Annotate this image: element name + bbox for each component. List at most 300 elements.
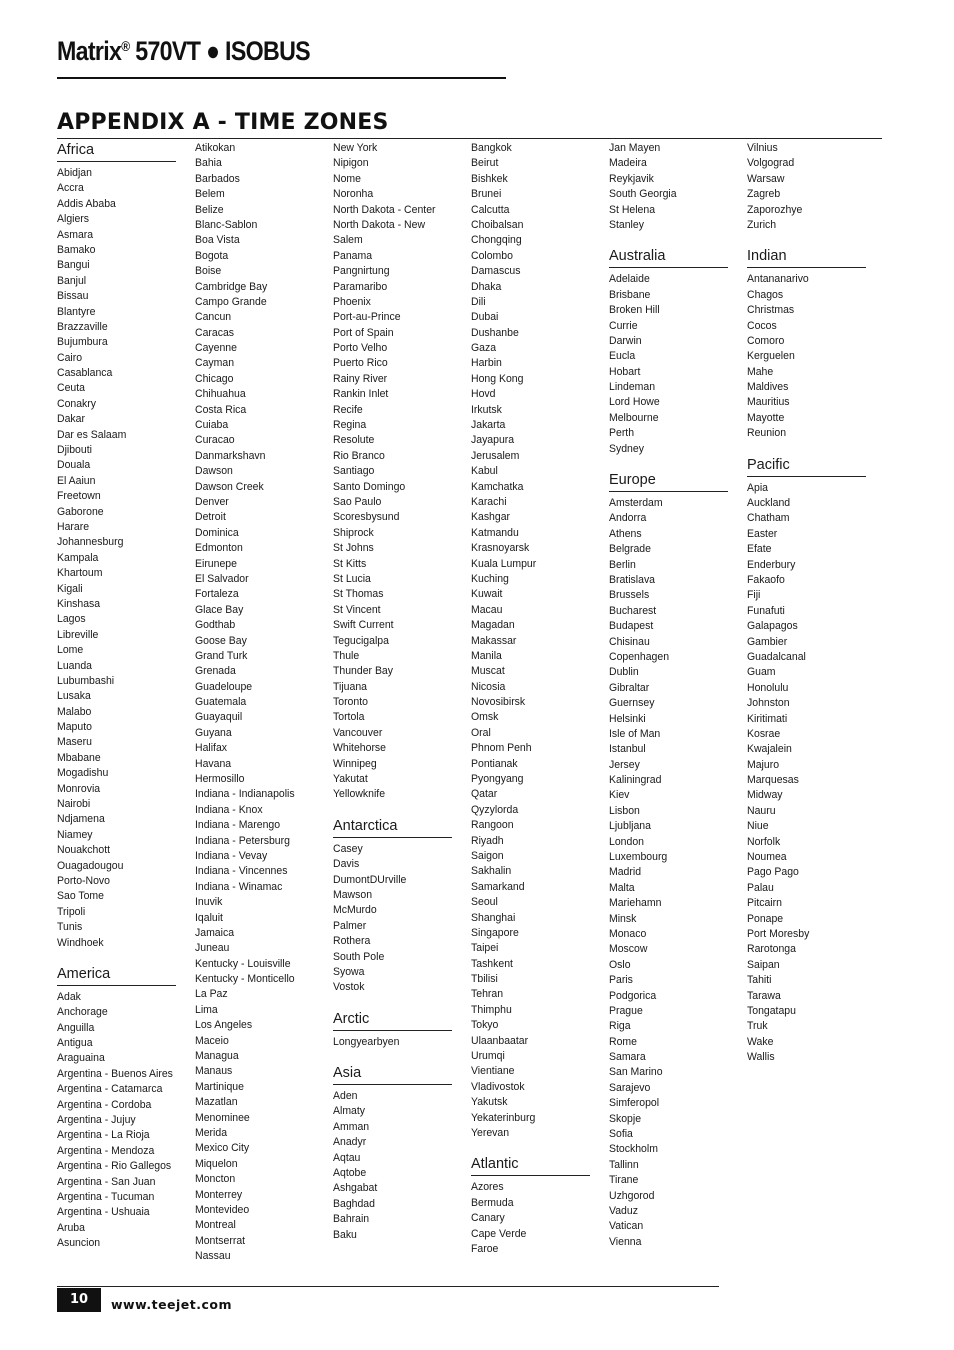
zone-item: Havana — [195, 757, 232, 770]
document-title — [57, 36, 310, 67]
zone-item: Eucla — [609, 350, 636, 363]
zone-item: Guyana — [195, 726, 232, 739]
zone-item: Jersey — [609, 758, 640, 771]
zone-item: Belgrade — [609, 543, 651, 556]
zone-item: Paramaribo — [333, 280, 388, 293]
zone-item: Fakaofo — [747, 573, 785, 586]
title-rule — [57, 77, 506, 79]
zone-item: Gibraltar — [609, 681, 650, 694]
zone-item: Simferopol — [609, 1097, 660, 1110]
page-number: 10 — [57, 1288, 101, 1312]
zone-item: Christmas — [747, 304, 795, 317]
zone-item: Port-au-Prince — [333, 311, 401, 324]
zone-item: Madrid — [609, 866, 642, 879]
zone-item: Freetown — [57, 490, 101, 503]
zone-item: Seoul — [471, 896, 498, 909]
zone-item: Campo Grande — [195, 295, 267, 308]
zone-item: Broken Hill — [609, 304, 660, 317]
zone-item: Skopje — [609, 1112, 642, 1125]
zone-column — [471, 141, 596, 1257]
zone-item: Casablanca — [57, 367, 113, 380]
zone-item: Dominica — [195, 526, 239, 539]
zone-item: Jakarta — [471, 419, 506, 432]
zone-column — [333, 141, 458, 1243]
zone-item: Palau — [747, 881, 774, 894]
zone-item: Pyongyang — [471, 773, 524, 786]
zone-item: Indiana - Knox — [195, 803, 263, 816]
zone-item: South Georgia — [609, 188, 677, 201]
zone-item: Port Moresby — [747, 927, 810, 940]
zone-item: Indiana - Vevay — [195, 849, 268, 862]
zone-item: Rarotonga — [747, 943, 796, 956]
zone-item: Sao Tome — [57, 890, 105, 903]
zone-item: Tripoli — [57, 905, 86, 918]
region-heading: Indian — [747, 247, 866, 268]
zone-item: Yerevan — [471, 1127, 510, 1139]
zone-item: Kabul — [471, 465, 498, 478]
zone-item: Podgorica — [609, 989, 657, 1002]
zone-item: Indiana - Winamac — [195, 880, 283, 893]
zone-item: Reykjavik — [609, 172, 654, 185]
model-name: 570VT ● ISOBUS — [135, 36, 310, 66]
zone-item: Sakhalin — [471, 865, 512, 878]
footer-rule — [57, 1286, 719, 1287]
zone-item: Hovd — [471, 388, 496, 401]
zone-item: Katmandu — [471, 526, 519, 539]
zone-item: Brunei — [471, 188, 502, 201]
zone-item: Makassar — [471, 634, 517, 647]
zone-item: Malta — [609, 881, 635, 894]
zone-item: Qyzylorda — [471, 803, 519, 816]
zone-list — [471, 141, 596, 1141]
zone-item: Vaduz — [609, 1205, 638, 1217]
zone-item: Edmonton — [195, 542, 243, 555]
zone-item: Blanc-Sablon — [195, 218, 258, 231]
zone-item: Kamchatka — [471, 480, 524, 493]
zone-item: Tashkent — [471, 957, 513, 970]
zone-item: Thunder Bay — [333, 665, 394, 678]
zone-item: Bujumbura — [57, 336, 108, 349]
zone-item: Copenhagen — [609, 650, 670, 663]
zone-item: North Dakota - New — [333, 218, 426, 231]
zone-item: Berlin — [609, 558, 636, 571]
zone-item: Niamey — [57, 828, 93, 841]
zone-item: Moscow — [609, 943, 648, 956]
zone-item: Kosrae — [747, 727, 781, 740]
zone-item: Maputo — [57, 721, 92, 734]
zone-item: St Johns — [333, 542, 374, 555]
zone-item: Guam — [747, 666, 776, 679]
zone-item: Nipigon — [333, 157, 369, 170]
zone-list — [609, 496, 734, 1250]
zone-item: Tegucigalpa — [333, 634, 389, 647]
zone-item: Santiago — [333, 465, 375, 478]
zone-item: Argentina - Cordoba — [57, 1098, 152, 1111]
zone-item: Araguaina — [57, 1052, 105, 1065]
zone-item: Chongqing — [471, 234, 522, 247]
zone-item: Dawson — [195, 465, 233, 478]
zone-item: Omsk — [471, 711, 499, 724]
zone-item: Dili — [471, 295, 486, 308]
zone-item: Manila — [471, 649, 502, 662]
zone-item: Ceuta — [57, 382, 85, 395]
zone-item: Ouagadougou — [57, 859, 124, 872]
region-heading: Africa — [57, 141, 176, 162]
zone-item: Budapest — [609, 620, 654, 633]
zone-item: Wallis — [747, 1051, 775, 1064]
zone-item: Damascus — [471, 265, 521, 278]
zone-item: Lagos — [57, 613, 86, 626]
region-heading: Australia — [609, 247, 728, 268]
zone-item: Saigon — [471, 849, 504, 862]
zone-item: Godthab — [195, 619, 236, 632]
zone-item: St Helena — [609, 203, 656, 216]
zone-item: Truk — [747, 1020, 768, 1033]
zone-item: San Marino — [609, 1066, 663, 1079]
zone-item: Sofia — [609, 1128, 633, 1141]
zone-item: Yellowknife — [333, 788, 386, 801]
zone-item: Aruba — [57, 1221, 85, 1234]
zone-item: Ponape — [747, 912, 784, 925]
zone-item: Tongatapu — [747, 1004, 796, 1017]
zone-item: Gambier — [747, 635, 788, 648]
zone-item: Ndjamena — [57, 813, 105, 826]
zone-item: Longyearbyen — [333, 1035, 400, 1048]
zone-item: Kaliningrad — [609, 774, 662, 787]
zone-item: Enderbury — [747, 558, 796, 571]
zone-item: Kuala Lumpur — [471, 557, 537, 570]
zone-item: Windhoek — [57, 936, 104, 949]
zone-item: Nassau — [195, 1250, 231, 1263]
zone-list — [747, 272, 872, 441]
zone-item: Bissau — [57, 290, 89, 303]
zone-list — [609, 141, 734, 233]
zone-item: Phoenix — [333, 295, 371, 308]
zone-list — [609, 272, 734, 457]
zone-item: Toronto — [333, 696, 368, 709]
zone-list — [333, 1035, 458, 1050]
zone-item: Regina — [333, 419, 367, 432]
zone-item: Pago Pago — [747, 866, 799, 879]
zone-item: Gaborone — [57, 505, 104, 518]
zone-list — [333, 141, 458, 803]
zone-item: Cairo — [57, 351, 83, 364]
zone-item: Swift Current — [333, 619, 394, 632]
zone-item: DumontDUrville — [333, 873, 407, 886]
zone-item: Easter — [747, 527, 778, 540]
zone-item: Eirunepe — [195, 557, 237, 570]
zone-item: Chagos — [747, 288, 784, 301]
zone-item: Nauru — [747, 804, 776, 817]
zone-item: Colombo — [471, 249, 513, 262]
zone-item: El Salvador — [195, 572, 249, 585]
zone-item: Guatemala — [195, 696, 247, 709]
zone-item: Hobart — [609, 365, 641, 378]
zone-item: Reunion — [747, 427, 787, 440]
zone-item: Saipan — [747, 958, 780, 971]
zone-item: Stockholm — [609, 1143, 658, 1156]
zone-item: Beirut — [471, 157, 499, 170]
zone-item: Canary — [471, 1212, 505, 1225]
zone-item: Merida — [195, 1127, 228, 1139]
zone-item: Port of Spain — [333, 326, 394, 339]
zone-item: Sao Paulo — [333, 495, 382, 508]
zone-item: Pontianak — [471, 757, 518, 770]
zone-item: Khartoum — [57, 567, 103, 580]
zone-item: Tortola — [333, 711, 365, 724]
zone-item: Glace Bay — [195, 603, 244, 616]
zone-item: Mariehamn — [609, 897, 662, 910]
zone-item: Moncton — [195, 1173, 236, 1186]
zone-item: Taipei — [471, 942, 499, 955]
zone-item: Magadan — [471, 619, 515, 632]
zone-item: Rainy River — [333, 372, 388, 385]
zone-item: Jayapura — [471, 434, 515, 447]
zone-item: Barbados — [195, 172, 240, 185]
zone-item: Tbilisi — [471, 973, 498, 986]
zone-item: Irkutsk — [471, 403, 502, 416]
zone-item: Costa Rica — [195, 403, 247, 416]
zone-item: Cayenne — [195, 342, 237, 355]
zone-item: Vilnius — [747, 142, 778, 154]
zone-item: Vladivostok — [471, 1080, 525, 1093]
zone-item: Rothera — [333, 935, 371, 948]
zone-item: Asmara — [57, 228, 94, 241]
zone-item: Currie — [609, 319, 638, 332]
website-link[interactable]: www.teejet.com — [111, 1297, 233, 1312]
zone-item: Grenada — [195, 665, 236, 678]
zone-item: Montreal — [195, 1219, 236, 1232]
zone-item: Mogadishu — [57, 767, 109, 780]
zone-item: Kerguelen — [747, 350, 795, 363]
zone-item: Casey — [333, 842, 363, 855]
zone-item: Brussels — [609, 589, 650, 602]
zone-item: Oslo — [609, 958, 631, 971]
zone-item: Kinshasa — [57, 597, 101, 610]
zone-item: Addis Ababa — [57, 197, 116, 210]
zone-item: Dushanbe — [471, 326, 519, 339]
zone-item: Luxembourg — [609, 851, 668, 864]
zone-item: Asuncion — [57, 1237, 101, 1250]
zone-item: Tallinn — [609, 1158, 639, 1171]
zone-item: Darwin — [609, 334, 642, 347]
zone-item: Guernsey — [609, 697, 655, 710]
zone-item: Bahia — [195, 157, 222, 170]
zone-column — [747, 141, 872, 1065]
zone-item: Shiprock — [333, 526, 374, 539]
zone-item: Guadalcanal — [747, 650, 806, 663]
zone-item: Belize — [195, 203, 224, 216]
zone-item: Kuwait — [471, 588, 503, 601]
zone-item: Funafuti — [747, 604, 785, 617]
zone-item: Chisinau — [609, 635, 650, 648]
zone-item: Volgograd — [747, 157, 795, 170]
zone-item: Kampala — [57, 551, 99, 564]
zone-item: Majuro — [747, 758, 780, 771]
zone-item: Noumea — [747, 851, 787, 864]
zone-item: Kigali — [57, 582, 83, 595]
zone-item: Nome — [333, 172, 361, 185]
zone-item: Maceio — [195, 1034, 229, 1047]
zone-item: Samara — [609, 1051, 646, 1064]
zone-item: Karachi — [471, 495, 507, 508]
zone-item: Aden — [333, 1090, 358, 1103]
region-heading: Pacific — [747, 456, 866, 477]
zone-item: Kiritimati — [747, 712, 788, 725]
zone-item: Vancouver — [333, 726, 383, 739]
zone-item: Abidjan — [57, 167, 92, 179]
zone-item: Niue — [747, 820, 769, 833]
zone-item: Argentina - Tucuman — [57, 1191, 155, 1203]
zone-item: Salem — [333, 234, 363, 247]
zone-item: Thule — [333, 649, 360, 662]
zone-item: El Aaiun — [57, 474, 96, 487]
zone-list — [747, 481, 872, 1066]
zone-item: Curacao — [195, 434, 235, 447]
zone-item: Maseru — [57, 736, 92, 749]
zone-item: Grand Turk — [195, 649, 248, 662]
zone-item: North Dakota - Center — [333, 203, 436, 216]
zone-list — [57, 990, 182, 1252]
zone-item: New York — [333, 142, 378, 154]
zone-item: Managua — [195, 1050, 239, 1063]
zone-item: Calcutta — [471, 203, 510, 216]
zone-item: Mexico City — [195, 1142, 250, 1155]
zone-item: Mazatlan — [195, 1096, 238, 1109]
zone-item: Chatham — [747, 512, 790, 525]
zone-item: Kuching — [471, 572, 509, 585]
zone-item: Lindeman — [609, 381, 656, 394]
zone-item: Boise — [195, 265, 222, 278]
zone-item: Noronha — [333, 188, 374, 201]
zone-item: Samarkand — [471, 880, 525, 893]
zone-item: Argentina - Mendoza — [57, 1144, 155, 1157]
zone-column — [57, 141, 182, 1252]
zone-item: Panama — [333, 249, 373, 262]
zone-item: Santo Domingo — [333, 480, 406, 493]
zone-item: Juneau — [195, 942, 230, 955]
zone-item: St Kitts — [333, 557, 367, 570]
zone-item: Yakutsk — [471, 1096, 508, 1109]
zone-item: Oral — [471, 726, 491, 739]
region-heading: Europe — [609, 471, 728, 492]
zone-item: St Vincent — [333, 603, 381, 616]
zone-item: Los Angeles — [195, 1019, 253, 1032]
zone-item: Madeira — [609, 157, 647, 170]
zone-item: Zagreb — [747, 188, 781, 201]
zone-column — [195, 141, 320, 1265]
zone-item: Cuiaba — [195, 419, 229, 432]
zone-item: Denver — [195, 495, 229, 508]
zone-item: Cancun — [195, 311, 232, 324]
zone-item: Comoro — [747, 334, 785, 347]
zone-item: Antananarivo — [747, 273, 809, 286]
zone-item: Bucharest — [609, 604, 657, 617]
region-heading: Antarctica — [333, 817, 452, 838]
zone-list — [471, 1180, 596, 1257]
zone-item: Hong Kong — [471, 372, 524, 385]
zone-item: Rio Branco — [333, 449, 385, 462]
region-heading: America — [57, 965, 176, 986]
zone-item: Bangkok — [471, 142, 512, 154]
zone-item: Halifax — [195, 742, 228, 755]
zone-item: Menominee — [195, 1111, 250, 1124]
zone-item: Mauritius — [747, 396, 790, 409]
zone-item: Melbourne — [609, 411, 659, 424]
zone-item: Anadyr — [333, 1136, 367, 1149]
zone-item: Mawson — [333, 888, 373, 901]
zone-item: Yakutat — [333, 773, 368, 786]
zone-item: Bahrain — [333, 1213, 370, 1226]
zone-item: Goose Bay — [195, 634, 247, 647]
zone-item: Bermuda — [471, 1196, 514, 1209]
region-heading: Arctic — [333, 1010, 452, 1031]
zone-item: South Pole — [333, 950, 385, 963]
zone-item: Uzhgorod — [609, 1189, 655, 1202]
zone-item: Prague — [609, 1004, 643, 1017]
zone-item: Nairobi — [57, 798, 91, 811]
zone-item: Vostok — [333, 981, 365, 994]
zone-item: Baku — [333, 1228, 357, 1241]
zone-item: Brisbane — [609, 288, 651, 301]
zone-item: Efate — [747, 543, 772, 556]
zone-item: Minsk — [609, 912, 637, 925]
zone-item: Midway — [747, 789, 783, 802]
zone-item: Auckland — [747, 497, 791, 510]
zone-item: Kentucky - Louisville — [195, 957, 291, 970]
zone-item: Lisbon — [609, 804, 640, 817]
zone-item: Nouakchott — [57, 844, 111, 857]
zone-item: St Thomas — [333, 588, 384, 601]
zone-item: Singapore — [471, 926, 519, 939]
zone-item: Baghdad — [333, 1197, 375, 1210]
zone-item: Dubai — [471, 311, 499, 324]
zone-item: Danmarkshavn — [195, 449, 266, 462]
zone-item: Davis — [333, 858, 360, 871]
zone-item: Kentucky - Monticello — [195, 973, 295, 986]
zone-item: Porto-Novo — [57, 874, 111, 887]
zone-item: Istanbul — [609, 743, 646, 756]
zone-item: Inuvik — [195, 896, 223, 909]
zone-item: Tokyo — [471, 1019, 499, 1032]
zone-item: Argentina - Buenos Aires — [57, 1067, 173, 1080]
zone-item: Argentina - San Juan — [57, 1175, 156, 1188]
zone-item: Monterrey — [195, 1188, 243, 1201]
zone-item: Palmer — [333, 919, 367, 932]
zone-item: Guadeloupe — [195, 680, 253, 693]
zone-item: Paris — [609, 974, 633, 987]
zone-item: Bogota — [195, 249, 229, 262]
zone-item: Johnston — [747, 697, 790, 710]
zone-item: Riyadh — [471, 834, 504, 847]
zone-item: Argentina - Jujuy — [57, 1114, 136, 1127]
zone-item: Macau — [471, 603, 503, 616]
zone-item: Azores — [471, 1181, 504, 1194]
zone-item: Tarawa — [747, 989, 781, 1002]
zone-item: McMurdo — [333, 904, 377, 917]
zone-item: Vatican — [609, 1220, 644, 1233]
zone-item: Aqtau — [333, 1151, 361, 1164]
zone-item: Zaporozhye — [747, 203, 803, 216]
zone-item: Monrovia — [57, 782, 101, 795]
zone-item: Bangui — [57, 259, 90, 272]
zone-item: Ljubljana — [609, 820, 651, 833]
zone-item: Pitcairn — [747, 897, 782, 910]
zone-item: Indiana - Vincennes — [195, 865, 288, 878]
zone-item: Zurich — [747, 218, 777, 231]
zone-item: Choibalsan — [471, 218, 524, 231]
zone-item: Faroe — [471, 1242, 499, 1255]
